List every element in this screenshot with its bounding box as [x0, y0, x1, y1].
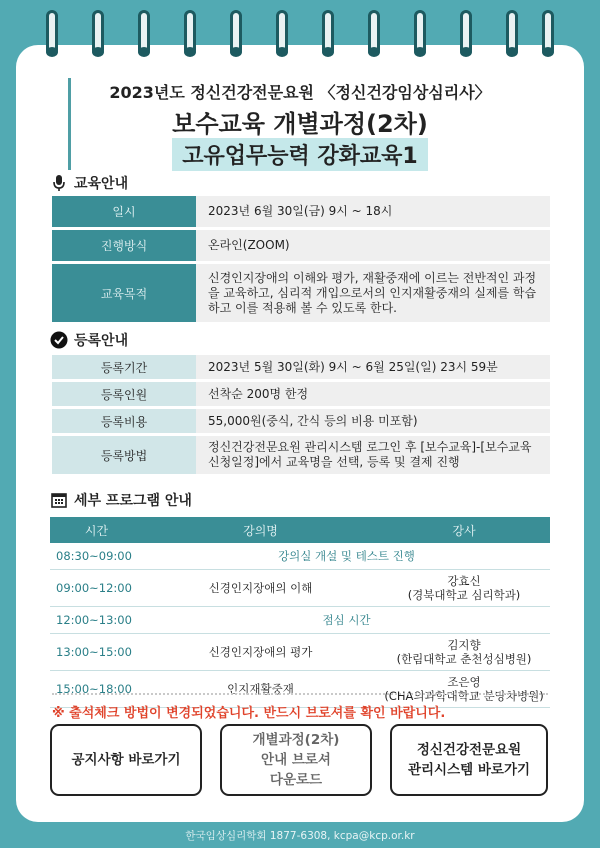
info-label: 등록비용	[52, 409, 196, 433]
time-cell: 13:00~15:00	[50, 634, 143, 671]
calendar-icon	[50, 491, 68, 509]
microphone-icon	[50, 174, 68, 192]
page-title: 보수교육 개별과정(2차)	[172, 110, 428, 138]
time-cell: 08:30~09:00	[50, 543, 143, 570]
program-heading-label: 세부 프로그램 안내	[74, 493, 192, 509]
table-row	[50, 634, 550, 671]
lecturer-name: 강효신	[447, 574, 481, 588]
info-label: 진행방식	[52, 230, 196, 261]
info-row-period	[52, 355, 550, 379]
binding-hole	[184, 47, 196, 57]
column-header-time: 시간	[50, 517, 143, 543]
lecturer-affiliation: (CHA의과학대학교 분당차병원)	[384, 689, 544, 703]
lecturer-affiliation: (한림대학교 춘천성심병원)	[396, 652, 532, 666]
binding-hole	[46, 47, 58, 57]
lecture-title-cell: 신경인지장애의 평가	[143, 634, 378, 671]
dotted-divider	[52, 693, 548, 695]
binding-hole	[230, 47, 242, 57]
info-row-fee	[52, 409, 550, 433]
binding-hole	[322, 47, 334, 57]
info-row-capacity	[52, 382, 550, 406]
table-header-row	[50, 517, 550, 543]
course-title: 고유업무능력 강화교육1	[172, 138, 428, 171]
binding-hole	[276, 47, 288, 57]
info-row-method	[52, 436, 550, 474]
time-cell: 09:00~12:00	[50, 570, 143, 607]
notice-link-button[interactable]: 공지사항 바로가기	[50, 724, 202, 796]
binding-hole	[506, 47, 518, 57]
info-value: 정신건강전문요원 관리시스템 로그인 후 [보수교육]-[보수교육 신청일정]에서 교육명을 선택, 등록 및 결제 진행	[196, 436, 550, 474]
info-value: 신경인지장애의 이해와 평가, 재활중재에 이르는 전반적인 과정을 교육하고, 심리적 개입으로서의 인지재활중재의 실제를 학습하고 이를 적용해 볼 수 있도록 한다.	[196, 264, 550, 322]
registration-heading	[50, 330, 128, 350]
check-circle-icon	[50, 331, 68, 349]
info-row-method	[52, 230, 550, 261]
lecture-title-cell: 신경인지장애의 이해	[143, 570, 378, 607]
binding-hole	[368, 47, 380, 57]
table-row	[50, 607, 550, 634]
info-value: 2023년 6월 30일(금) 9시 ~ 18시	[196, 196, 550, 227]
lecturer-affiliation: (경북대학교 심리학과)	[407, 588, 521, 602]
binding-hole	[92, 47, 104, 57]
session-cell: 강의실 개설 및 테스트 진행	[143, 543, 550, 570]
program-table	[50, 517, 550, 708]
header-subtitle: 2023년도 정신건강전문요원 〈정신건강임상심리사〉	[109, 83, 491, 102]
time-cell: 15:00~18:00	[50, 671, 143, 708]
education-heading-label: 교육안내	[74, 176, 129, 192]
brochure-download-button[interactable]: 개별과정(2차) 안내 브로셔 다운로드	[220, 724, 372, 796]
info-label: 등록방법	[52, 436, 196, 474]
table-row	[50, 570, 550, 607]
time-cell: 12:00~13:00	[50, 607, 143, 634]
spiral-binding	[0, 0, 600, 80]
info-label: 일시	[52, 196, 196, 227]
lecturer-cell	[378, 570, 550, 607]
session-cell: 점심 시간	[143, 607, 550, 634]
info-value: 온라인(ZOOM)	[196, 230, 550, 261]
lecturer-name: 김지향	[447, 638, 481, 652]
info-value: 선착순 200명 한정	[196, 382, 550, 406]
education-heading	[50, 173, 128, 193]
binding-hole	[138, 47, 150, 57]
system-link-button[interactable]: 정신건강전문요원 관리시스템 바로가기	[390, 724, 548, 796]
binding-hole	[414, 47, 426, 57]
lecturer-cell	[378, 634, 550, 671]
info-value: 2023년 5월 30일(화) 9시 ~ 6월 25일(일) 23시 59분	[196, 355, 550, 379]
lecturer-name: 조은영	[447, 675, 481, 689]
info-row-purpose	[52, 264, 550, 322]
info-row-date	[52, 196, 550, 227]
info-label: 등록인원	[52, 382, 196, 406]
footer-contact: 한국임상심리학회 1877-6308, kcpa@kcp.or.kr	[185, 830, 415, 842]
column-header-lecture: 강의명	[143, 517, 378, 543]
info-label: 등록기간	[52, 355, 196, 379]
program-heading	[50, 490, 192, 510]
info-value: 55,000원(중식, 간식 등의 비용 미포함)	[196, 409, 550, 433]
registration-heading-label: 등록안내	[74, 333, 129, 349]
attendance-notice: ※ 출석체크 방법이 변경되었습니다. 반드시 브로셔를 확인 바랍니다.	[52, 706, 446, 721]
info-label: 교육목적	[52, 264, 196, 322]
lecture-title-cell: 인지재활중재	[143, 671, 378, 708]
binding-hole	[542, 47, 554, 57]
table-row	[50, 543, 550, 570]
binding-hole	[460, 47, 472, 57]
column-header-lecturer: 강사	[378, 517, 550, 543]
